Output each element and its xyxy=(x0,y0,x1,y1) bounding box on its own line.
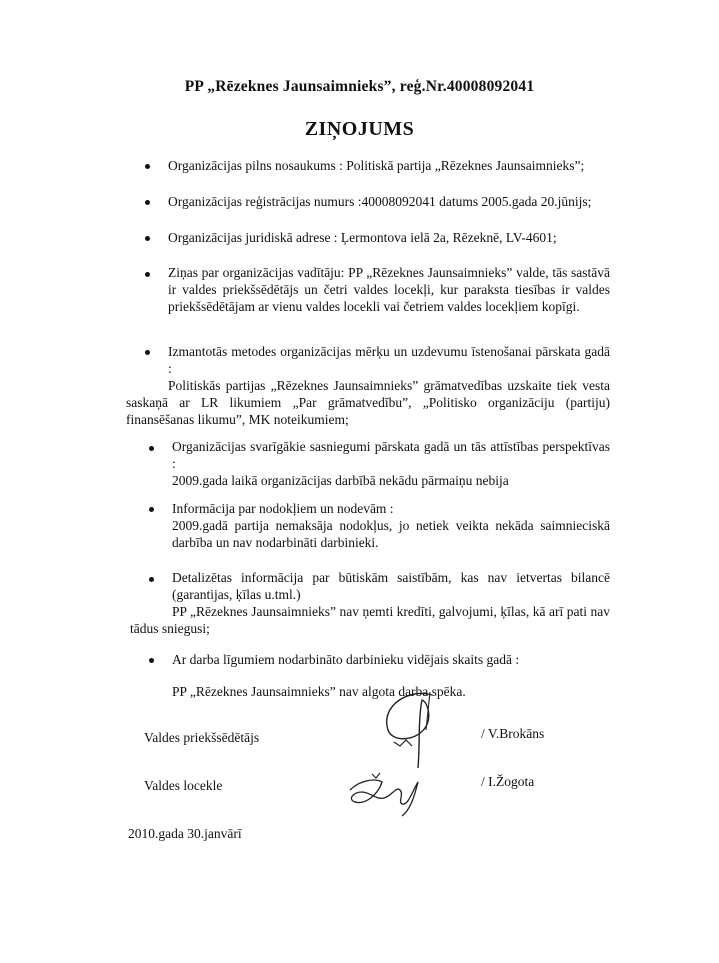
member-role-label: Valdes locekle xyxy=(144,778,223,793)
item-text: Organizācijas reģistrācijas numurs :40008092041 datums 2005.gada 20.jūnijs; xyxy=(168,194,592,209)
item-text: Informācija par nodokļiem un nodevām : xyxy=(172,501,394,516)
member-name: / I.Žogota xyxy=(481,774,535,789)
item-detail: Politiskās partijas „Rēzeknes Jaunsaimnieks” grāmatvedības uzskaite tiek vesta saskaņā ar LR likumiem „Par grāmatvedību”, „Politisko organizāciju (partiju) finansēšanas likumu”, MK noteikumiem; xyxy=(126,378,610,427)
bullet xyxy=(145,236,150,241)
bullet xyxy=(149,507,154,512)
item-text: Ziņas par organizācijas vadītāju: PP „Rēzeknes Jaunsaimnieks” valde, tās sastāvā ir valdes priekšsēdētājs un četri valdes locekļi, kur paraksta tiesības ir valdes priekšsēdētājam ar vienu valdes locekli vai četriem valdes locekļiem kopīgi. xyxy=(168,265,610,314)
bullet xyxy=(145,164,150,169)
item-text: Izmantotās metodes organizācijas mērķu un uzdevumu īstenošanai pārskata gadā : xyxy=(168,344,610,376)
document-header: PP „Rēzeknes Jaunsaimnieks”, reģ.Nr.40008092041 xyxy=(184,78,535,95)
item-text: Organizācijas juridiskā adrese : Ļermontova ielā 2a, Rēzeknē, LV-4601; xyxy=(168,230,557,245)
bullet xyxy=(149,446,154,451)
item-text: Ar darba līgumiem nodarbināto darbinieku vidējais skaits gadā : xyxy=(172,652,520,667)
item-detail: PP „Rēzeknes Jaunsaimnieks” nav ņemti kredīti, galvojumi, ķīlas, kā arī pati nav tādus sniegusi; xyxy=(130,604,610,636)
item-text: Organizācijas pilns nosaukums : Politiskā partija „Rēzeknes Jaunsaimnieks”; xyxy=(168,158,585,173)
chairman-role-label: Valdes priekšsēdētājs xyxy=(144,730,260,745)
document-title: ZIŅOJUMS xyxy=(304,118,415,140)
item-detail: PP „Rēzeknes Jaunsaimnieks” nav algota darba spēka. xyxy=(172,684,466,699)
member-signature xyxy=(340,770,430,820)
bullet xyxy=(149,658,154,663)
chairman-name: / V.Brokāns xyxy=(481,726,545,741)
bullet xyxy=(149,577,154,582)
bullet xyxy=(145,200,150,205)
bullet xyxy=(145,350,150,355)
item-text: Detalizētas informācija par būtiskām saistībām, kas nav ietvertas bilancē (garantijas, ķīlas u.tml.) xyxy=(172,570,610,602)
chairman-signature xyxy=(370,690,450,770)
document-date: 2010.gada 30.janvārī xyxy=(128,826,242,841)
item-detail: 2009.gadā partija nemaksāja nodokļus, jo netiek veikta nekāda saimnieciskā darbība un nav nodarbināti darbinieki. xyxy=(172,518,610,550)
bullet xyxy=(145,272,150,277)
item-text: Organizācijas svarīgākie sasniegumi pārskata gadā un tās attīstības perspektīvas : xyxy=(172,439,610,471)
item-detail: 2009.gada laikā organizācijas darbībā nekādu pārmaiņu nebija xyxy=(172,473,509,488)
